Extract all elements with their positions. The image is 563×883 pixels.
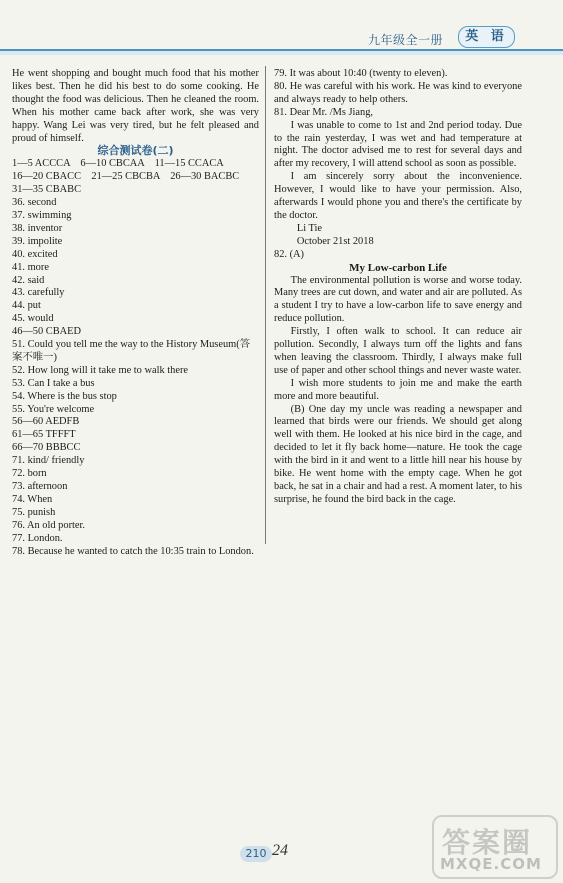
answer-line: 55. You're welcome xyxy=(12,403,95,415)
right-column xyxy=(274,68,522,507)
letter-signature: Li Tie xyxy=(296,222,322,234)
answer-line: 76. An old porter. xyxy=(12,519,86,531)
watermark-logo xyxy=(432,815,558,879)
answer-line: 38. inventor xyxy=(12,222,63,234)
essay-paragraph-1: The environmental pollution is worse and worse today. Many trees are cut down, and water and air are polluted. As a student I try to have a low-carbon life to save energy and reduce pollution. xyxy=(274,274,522,325)
answer-line: 31—35 CBABC xyxy=(12,184,81,196)
answer-81-greeting: 81. Dear Mr. /Ms Jiang, xyxy=(274,106,373,118)
answer-line: 75. punish xyxy=(12,506,56,518)
answer-line: 73. afternoon xyxy=(12,481,68,492)
answer-line: 1—5 ACCCA 6—10 CBCAA 11—15 CCACA xyxy=(12,158,224,170)
answer-line: 52. How long will it take me to walk there xyxy=(12,364,189,376)
essay-b-paragraph: (B) One day my uncle was reading a newspaper and learned that birds were our friends. We should get along well with them. He looked at his nice bird in the cage, and decided to let it fly back home—nature. He took the cage with the bird in it and went to a little hill near his house by bike. He went home with the empty cage. When he got back, he sat in a chair and had a rest. A moment later, to his surprise, he found the bird back in the cage. xyxy=(274,403,522,505)
answer-line: 37. swimming xyxy=(12,209,72,221)
answer-line: 72. born xyxy=(12,468,47,480)
answer-line: 51. Could you tell me the way to the History Museum(答案不唯一) xyxy=(12,339,251,363)
answer-line: 43. carefully xyxy=(12,287,65,299)
page-number: 210 xyxy=(240,846,272,862)
answer-line: 41. more xyxy=(12,261,49,273)
answer-line: 42. said xyxy=(12,274,45,286)
answer-line: 56—60 AEDFB xyxy=(12,416,80,428)
answer-line: 53. Can I take a bus xyxy=(12,377,95,389)
intro-paragraph: He went shopping and bought much food that his mother likes best. Then he did his best to do some cooking. He thought the food was delicious. Then he cleaned the room. When his mother came back after work, she was very happy. Wang Lei was very tired, but he felt pleased and proud of himself. xyxy=(12,68,259,144)
essay-paragraph-2: Firstly, I often walk to school. It can reduce air pollution. Secondly, I always turn off the lights and fans when leaving the classroom. Thirdly, I always make full use of paper and other school things and never waste water. xyxy=(274,326,522,376)
watermark-cn: 答案圈 xyxy=(442,826,533,859)
answer-line: 74. When xyxy=(12,493,53,505)
answer-line: 46—50 CBAED xyxy=(12,326,81,338)
answer-line: 44. put xyxy=(12,300,41,312)
header-grade: 九年级全一册 xyxy=(368,33,444,47)
answer-line: 78. Because he wanted to catch the 10:35 train to London. xyxy=(12,545,254,557)
handwritten-note: 24 xyxy=(272,842,288,859)
header-subject-badge: 英 语 xyxy=(458,26,515,48)
answer-line: 40. excited xyxy=(12,248,58,260)
answer-82-label: 82. (A) xyxy=(274,248,305,260)
answer-line: 61—65 TFFFT xyxy=(12,429,76,441)
answer-79: 79. It was about 10:40 (twenty to eleven). xyxy=(274,68,448,79)
letter-paragraph-1: I was unable to come to 1st and 2nd period today. Due to the rain yesterday, I was wet and had temperature at night. The doctor advised me to rest for several days and after my recovery, I will attend school as soon as possible. xyxy=(274,119,522,170)
answer-line: 16—20 CBACC 21—25 CBCBA 26—30 BACBC xyxy=(12,171,240,183)
watermark-en: MXQE.COM xyxy=(440,855,542,873)
letter-paragraph-2: I am sincerely sorry about the inconvenience. However, I would like to have your permission. Also, afterwards I would phone you and there's the certificate by the doctor. xyxy=(274,171,522,221)
answer-line: 77. London. xyxy=(12,532,63,544)
answer-line: 36. second xyxy=(12,197,57,209)
header-rule xyxy=(0,49,563,55)
column-divider xyxy=(265,66,266,544)
essay-paragraph-3: I wish more students to join me and make the earth more and more beautiful. xyxy=(274,377,522,402)
section-title: 综合测试卷(二) xyxy=(97,144,174,158)
answer-line: 66—70 BBBCC xyxy=(12,442,81,454)
answer-line: 45. would xyxy=(12,313,54,325)
answer-80: 80. He was careful with his work. He was kind to everyone and always ready to help others. xyxy=(274,80,522,105)
answer-line: 71. kind/ friendly xyxy=(12,455,85,467)
essay-title: My Low-carbon Life xyxy=(349,261,447,274)
answer-line: 39. impolite xyxy=(12,235,63,247)
answer-line: 54. Where is the bus stop xyxy=(12,390,117,402)
answer-list xyxy=(12,158,259,558)
left-column xyxy=(12,68,259,558)
letter-date: October 21st 2018 xyxy=(296,235,374,247)
